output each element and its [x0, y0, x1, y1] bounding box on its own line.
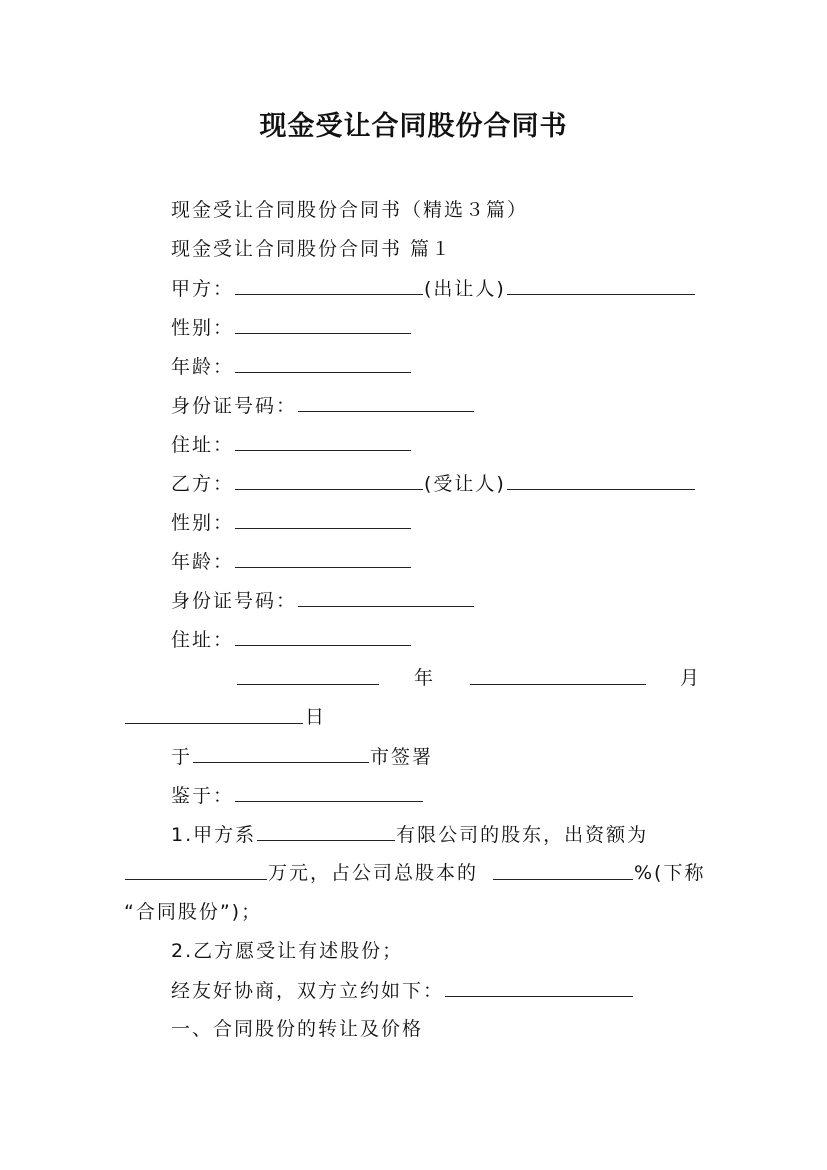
- party-a-name-blank[interactable]: [235, 276, 423, 295]
- date-day-label: 日: [305, 706, 327, 728]
- party-a-address-line: [171, 432, 412, 457]
- clause-1-part-2: 有限公司的股东，出资额为: [396, 824, 649, 846]
- party-b-address-blank[interactable]: [235, 627, 411, 646]
- party-b-gender-label: 性别：: [171, 512, 235, 534]
- party-a-role: (出让人): [424, 278, 506, 300]
- signed-at-line: [171, 744, 433, 769]
- party-b-age-label: 年龄：: [171, 551, 235, 573]
- party-a-age-line: [171, 354, 412, 379]
- party-a-gender-label: 性别：: [171, 317, 235, 339]
- document-title: 现金受让合同股份合同书: [259, 111, 568, 142]
- clause-1-amount-blank[interactable]: [125, 861, 267, 880]
- whereas-label: 鉴于：: [171, 785, 235, 807]
- party-b-age-line: [171, 549, 412, 574]
- party-b-id-label: 身份证号码：: [171, 590, 298, 612]
- party-b-extra-blank[interactable]: [507, 471, 695, 490]
- party-a-id-label: 身份证号码：: [171, 395, 298, 417]
- party-a-age-blank[interactable]: [235, 354, 411, 373]
- party-a-gender-blank[interactable]: [235, 315, 411, 334]
- party-a-address-label: 住址：: [171, 434, 235, 456]
- party-a-id-blank[interactable]: [298, 393, 474, 412]
- party-b-id-blank[interactable]: [298, 588, 474, 607]
- party-b-name-blank[interactable]: [235, 471, 423, 490]
- date-year-blank[interactable]: [237, 666, 379, 685]
- party-b-gender-line: [171, 510, 412, 535]
- party-a-line: [171, 276, 696, 301]
- signed-at-suffix: 市签署: [370, 746, 434, 768]
- party-b-role: (受让人): [424, 473, 506, 495]
- party-a-age-label: 年龄：: [171, 356, 235, 378]
- whereas-blank[interactable]: [235, 783, 423, 802]
- date-day-blank[interactable]: [125, 705, 303, 724]
- date-year-label: 年: [414, 667, 436, 689]
- clause-1-part-3: 万元，占公司总股本的: [268, 862, 479, 884]
- clause-1-part-4: %(下称: [634, 862, 706, 884]
- date-month-label: 月: [680, 667, 702, 689]
- party-b-gender-blank[interactable]: [235, 510, 411, 529]
- party-b-id-line: [171, 588, 475, 613]
- signed-at-city-blank[interactable]: [193, 744, 369, 763]
- clause-1-company-blank[interactable]: [257, 822, 395, 841]
- clause-1-percent-blank[interactable]: [493, 861, 633, 880]
- section-one-heading: 一、合同股份的转让及价格: [171, 1018, 424, 1040]
- clause-1-line-1: [171, 822, 648, 847]
- party-a-extra-blank[interactable]: [507, 276, 695, 295]
- party-a-address-blank[interactable]: [235, 432, 411, 451]
- party-a-gender-line: [171, 315, 412, 340]
- party-b-label: 乙方：: [171, 473, 235, 495]
- party-b-age-blank[interactable]: [235, 549, 411, 568]
- party-b-address-line: [171, 627, 412, 652]
- signed-at-prefix: 于: [171, 746, 193, 768]
- clause-2-line: 2.乙方愿受让有述股份；: [171, 940, 404, 962]
- agreement-lead-line: [171, 978, 634, 1003]
- clause-1-part-5: “合同股份”)；: [124, 901, 263, 923]
- party-b-line: [171, 471, 696, 496]
- intro-line: 现金受让合同股份合同书（精选３篇）: [171, 199, 529, 221]
- agreement-lead-text: 经友好协商，双方立约如下：: [171, 980, 445, 1002]
- party-b-address-label: 住址：: [171, 629, 235, 651]
- clause-1-part-1: 1.甲方系: [171, 824, 257, 846]
- agreement-lead-blank[interactable]: [445, 978, 633, 997]
- whereas-line: [171, 783, 424, 808]
- party-a-label: 甲方：: [171, 278, 235, 300]
- section-heading: 现金受让合同股份合同书 篇１: [171, 238, 453, 260]
- party-a-id-line: [171, 393, 475, 418]
- date-month-blank[interactable]: [470, 666, 646, 685]
